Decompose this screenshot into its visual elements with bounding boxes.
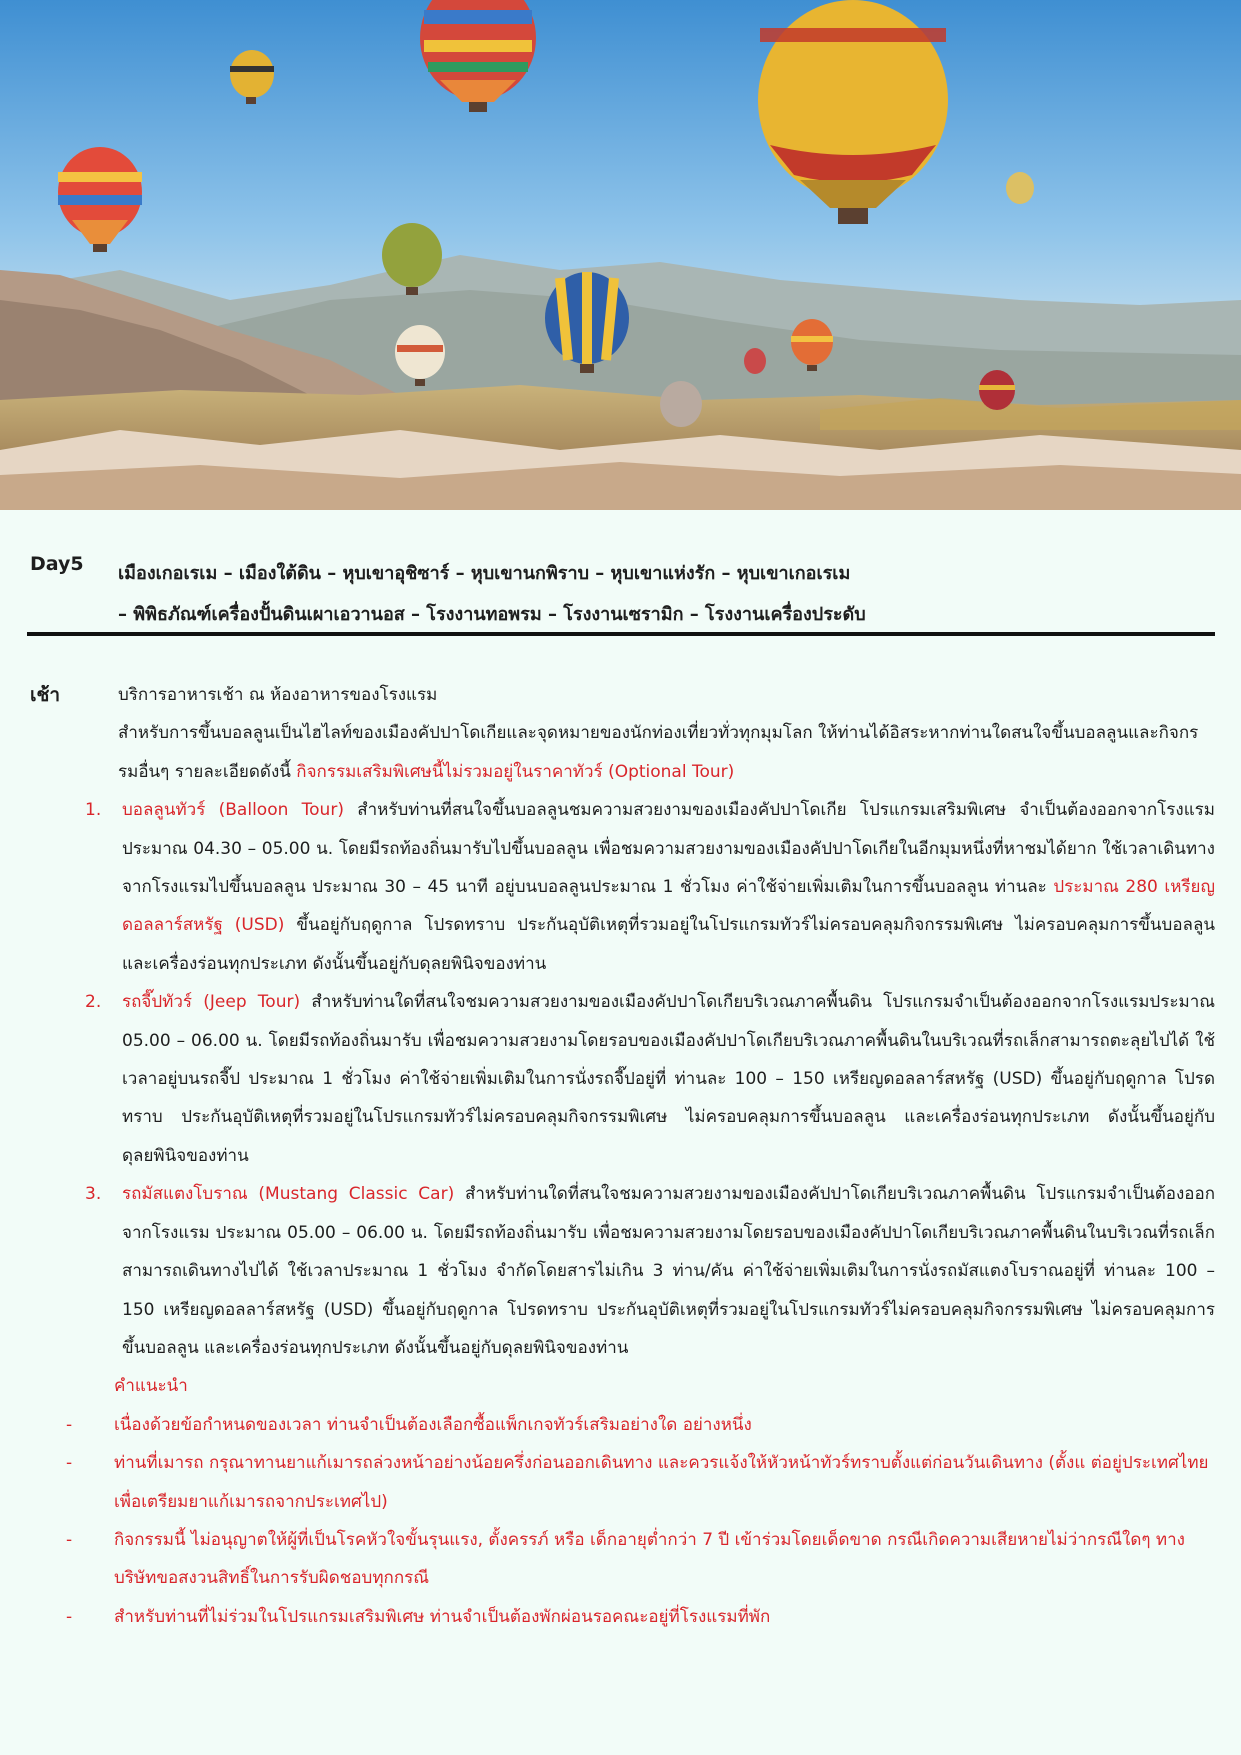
- balloon-tiny-yellow-icon: [1006, 172, 1034, 204]
- advice-bullet: -: [66, 1453, 73, 1474]
- tour-item-name: รถจี๊ปทัวร์ (Jeep Tour): [122, 992, 301, 1013]
- hero-image-cappadocia-balloons: [0, 0, 1241, 510]
- section-divider: [27, 632, 1215, 636]
- tour-item-text: สำหรับท่านใดที่สนใจชมความสวยงามของเมืองคัปปาโดเกียบริเวณภาคพื้นดิน โปรแกรมจำเป็นต้องออกจากโรงแรมประมาณ 05.00 – 06.00 น. โดยมีรถท้องถิ่นมารับ เพื่อชมความสวยงามโดยรอบของเมืองคัปปาโดเกียบริเวณภาคพื้นดินในบริเวณที่รถเล็กสามารถตะลุยไปได้ ใช้เวลาอยู่บนรถจี๊ป ประมาณ 1 ชั่วโมง ค่าใช้จ่ายเพิ่มเติมในการนั่งรถจี๊ปอยู่ที่ ท่านละ 100 – 150 เหรียญดอลลาร์สหรัฐ (USD) ขึ้นอยู่กับฤดูกาล โปรดทราบ ประกันอุบัติเหตุที่รวมอยู่ในโปรแกรมทัวร์ไม่ครอบคลุมกิจกรรมพิเศษ ไม่ครอบคลุมการขึ้นบอลลูน และเครื่องร่อนทุกประเภท ดังนั้นขึ้นอยู่กับดุลยพินิจของท่าน: [122, 992, 1216, 1166]
- optional-tour-note: กิจกรรมเสริมพิเศษนี้ไม่รวมอยู่ในราคาทัวร์ (Optional Tour): [296, 761, 735, 782]
- advice-bullet: -: [66, 1414, 73, 1435]
- meal-label-morning: เช้า: [30, 684, 61, 706]
- advice-bullet: -: [66, 1529, 73, 1550]
- advice-title: คำแนะนำ: [114, 1376, 188, 1397]
- tour-item-number: 2.: [85, 992, 102, 1013]
- advice-text: ท่านที่เมารถ กรุณาทานยาแก้เมารถล่วงหน้าอย่างน้อยครึ่งก่อนออกเดินทาง และควรแจ้งให้หัวหน้าทัวร์ทราบตั้งแต่ก่อนวันเดินทาง (ตั้งแ ต่อยู่ประเทศไทย เพื่อเตรียมยาแก้เมารถจากประเทศไป): [114, 1453, 1209, 1512]
- advice-text: สำหรับท่านที่ไม่ร่วมในโปรแกรมเสริมพิเศษ ท่านจำเป็นต้องพักผ่อนรอคณะอยู่ที่โรงแรมที่พัก: [114, 1606, 771, 1627]
- day-title: [118, 553, 1215, 635]
- advice-item: [30, 1521, 1215, 1598]
- day-title-line-2: – พิพิธภัณฑ์เครื่องปั้นดินเผาเอวานอส – โรงงานทอพรม – โรงงานเซรามิก – โรงงานเครื่องประดับ: [118, 604, 866, 625]
- day-title-line-1: เมืองเกอเรเม – เมืองใต้ดิน – หุบเขาอุชิซาร์ – หุบเขานกพิราบ – หุบเขาแห่งรัก – หุบเขาเกอเรเม: [118, 563, 851, 584]
- tour-item-name: บอลลูนทัวร์ (Balloon Tour): [122, 800, 344, 821]
- tour-item-number: 1.: [85, 800, 102, 821]
- tour-item-name: รถมัสแตงโบราณ (Mustang Classic Car): [122, 1184, 455, 1205]
- tour-item-text: สำหรับท่านใดที่สนใจชมความสวยงามของเมืองคัปปาโดเกียบริเวณภาคพื้นดิน โปรแกรมจำเป็นต้องออกจากโรงแรม ประมาณ 05.00 – 06.00 น. โดยมีรถท้องถิ่นมารับ เพื่อชมความสวยงามโดยรอบของเมืองคัปปาโดเกียบริเวณภาคพื้นดินในบริเวณที่รถเล็กสามารถเดินทางไปได้ ใช้เวลาประมาณ 1 ชั่วโมง จำกัดโดยสารไม่เกิน 3 ท่าน/คัน ค่าใช้จ่ายเพิ่มเติมในการนั่งรถมัสแตงโบราณอยู่ที่ ท่านละ 100 – 150 เหรียญดอลลาร์สหรัฐ (USD) ขึ้นอยู่กับฤดูกาล โปรดทราบ ประกันอุบัติเหตุที่รวมอยู่ในโปรแกรมทัวร์ไม่ครอบคลุมกิจกรรมพิเศษ ไม่ครอบคลุมการขึ้นบอลลูน และเครื่องร่อนทุกประเภท ดังนั้นขึ้นอยู่กับดุลยพินิจของท่าน: [122, 1184, 1216, 1358]
- advice-item: [30, 1598, 1215, 1636]
- advice-text: เนื่องด้วยข้อกำหนดของเวลา ท่านจำเป็นต้องเลือกซื้อแพ็กเกจทัวร์เสริมอย่างใด อย่างหนึ่ง: [114, 1414, 752, 1435]
- breakfast-text: บริการอาหารเช้า ณ ห้องอาหารของโรงแรม: [118, 685, 438, 705]
- advice-text: กิจกรรมนี้ ไม่อนุญาตให้ผู้ที่เป็นโรคหัวใจขั้นรุนแรง, ตั้งครรภ์ หรือ เด็กอายุต่ำกว่า 7 ปี เข้าร่วมโดยเด็ดขาด กรณีเกิดความเสียหายไม่ว่ากรณีใดๆ ทางบริษัทขอสงวนสิทธิ์ในการรับผิดชอบทุกกรณี: [114, 1529, 1185, 1589]
- tour-item-jeep: [30, 983, 1215, 1175]
- itinerary-content: [30, 676, 1215, 1636]
- tour-item-price: ประมาณ 280 เหรียญดอลลาร์สหรัฐ (USD): [122, 877, 1215, 936]
- optional-intro: [118, 714, 1215, 791]
- advice-bullet: -: [66, 1606, 73, 1627]
- balloon-tiny-red-icon: [744, 348, 766, 374]
- tour-item-text-continued: ขึ้นอยู่กับฤดูกาล โปรดทราบ ประกันอุบัติเหตุที่รวมอยู่ในโปรแกรมทัวร์ไม่ครอบคลุมกิจกรรมพิเศษ ไม่ครอบคลุมการขึ้นบอลลูน และเครื่องร่อนทุกประเภท ดังนั้นขึ้นอยู่กับดุลยพินิจของท่าน: [122, 915, 1215, 974]
- balloon-red-pattern-icon: [979, 370, 1015, 410]
- morning-section: [30, 676, 1215, 791]
- advice-item: [30, 1406, 1215, 1444]
- tour-item-text: สำหรับท่านที่สนใจขึ้นบอลลูนชมความสวยงามของเมืองคัปปาโดเกีย โปรแกรมเสริมพิเศษ จำเป็นต้องออกจากโรงแรมประมาณ 04.30 – 05.00 น. โดยมีรถท้องถิ่นมารับไปขึ้นบอลลูน เพื่อชมความสวยงามของเมืองคัปปาโดเกียในอีกมุมหนึ่งที่หาชมได้ยาก ใช้เวลาเดินทางจากโรงแรมไปขึ้นบอลลูน ประมาณ 30 – 45 นาที อยู่บนบอลลูนประมาณ 1 ชั่วโมง ค่าใช้จ่ายเพิ่มเติมในการขึ้นบอลลูน ท่านละ: [122, 800, 1215, 898]
- tour-item-balloon: [30, 791, 1215, 983]
- day-label: Day5: [30, 553, 84, 575]
- balloon-grey-icon: [660, 381, 702, 427]
- advice-item: [30, 1444, 1215, 1521]
- tour-item-number: 3.: [85, 1184, 102, 1205]
- tour-item-mustang: [30, 1175, 1215, 1367]
- optional-intro-text: สำหรับการขึ้นบอลลูนเป็นไฮไลท์ของเมืองคัปปาโดเกียและจุดหมายของนักท่องเที่ยวทั่วทุกมุมโลก ให้ท่านได้อิสระหากท่านใดสนใจขึ้นบอลลูนและกิจกรรมอื่นๆ รายละเอียดดังนี้: [118, 723, 1199, 782]
